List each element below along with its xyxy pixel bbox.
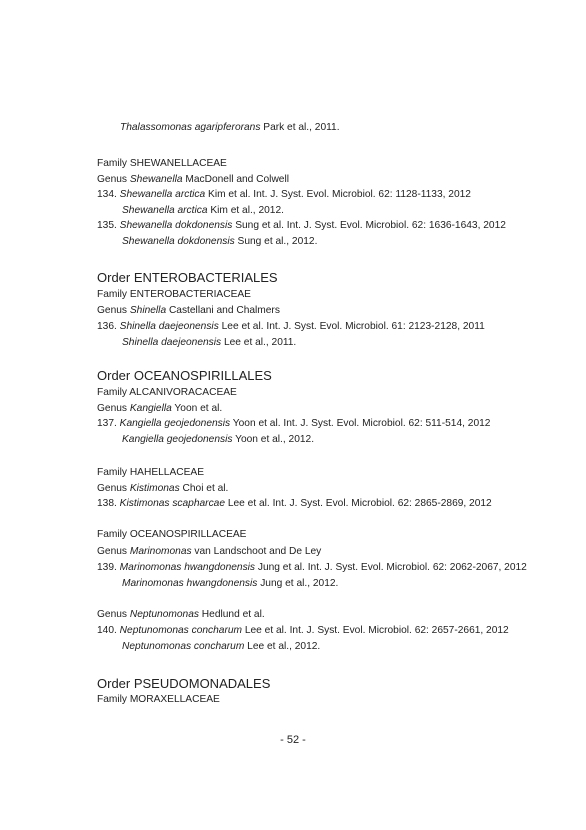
taxon-name: Kangiella geojedonensis bbox=[122, 434, 233, 445]
species-entry bbox=[97, 219, 506, 233]
species-entry bbox=[97, 497, 492, 511]
family-heading bbox=[97, 528, 246, 542]
taxon-name: Shewanella arctica bbox=[119, 189, 206, 200]
species-citation bbox=[122, 577, 338, 591]
text-segment: Yoon et al. bbox=[171, 403, 223, 414]
taxon-name: Kistimonas bbox=[129, 483, 180, 494]
text-segment: 139. bbox=[97, 562, 120, 573]
text-segment: Family MORAXELLACEAE bbox=[97, 694, 220, 705]
text-segment: Castellani and Chalmers bbox=[166, 305, 280, 316]
taxon-name: Neptunomonas bbox=[129, 609, 199, 620]
taxon-name: Shinella bbox=[129, 305, 167, 316]
order-heading bbox=[97, 270, 278, 286]
text-segment: 134. bbox=[97, 189, 120, 200]
text-segment: 140. bbox=[97, 625, 120, 636]
family-heading bbox=[97, 288, 251, 302]
species-entry bbox=[97, 624, 509, 638]
taxon-name: Shewanella dokdonensis bbox=[119, 220, 233, 231]
taxon-name: Kistimonas scapharcae bbox=[119, 498, 225, 509]
text-segment: van Landschoot and De Ley bbox=[191, 546, 322, 557]
genus-heading bbox=[97, 608, 265, 622]
text-segment: Genus bbox=[97, 546, 130, 557]
family-heading bbox=[97, 466, 204, 480]
species-entry bbox=[97, 561, 527, 575]
text-segment: Family SHEWANELLACEAE bbox=[97, 158, 227, 169]
page-number: - 52 - bbox=[280, 734, 306, 746]
text-segment: Genus bbox=[97, 609, 130, 620]
taxon-name: Kangiella geojedonensis bbox=[119, 418, 231, 429]
text-segment: Kim et al. Int. J. Syst. Evol. Microbiol. 62: 1128-1133, 2012 bbox=[205, 189, 471, 200]
text-segment: Lee et al. Int. J. Syst. Evol. Microbiol. 62: 2865-2869, 2012 bbox=[225, 498, 492, 509]
species-entry bbox=[97, 320, 485, 334]
text-segment: Sung et al. Int. J. Syst. Evol. Microbiol. 62: 1636-1643, 2012 bbox=[232, 220, 506, 231]
family-heading bbox=[97, 693, 220, 707]
text-segment: Family OCEANOSPIRILLACEAE bbox=[97, 529, 247, 540]
species-citation bbox=[122, 235, 317, 249]
text-segment: Genus bbox=[97, 174, 130, 185]
taxon-name: Shewanella arctica bbox=[122, 205, 208, 216]
text-segment: Genus bbox=[97, 483, 130, 494]
text-segment: Yoon et al. Int. J. Syst. Evol. Microbiol. 62: 511-514, 2012 bbox=[230, 418, 491, 429]
text-segment: Lee et al., 2011. bbox=[221, 337, 297, 348]
text-segment: Sung et al., 2012. bbox=[234, 236, 318, 247]
text-segment: Choi et al. bbox=[179, 483, 229, 494]
text-segment: Order ENTEROBACTERIALES bbox=[97, 270, 278, 285]
text-segment: Kim et al., 2012. bbox=[207, 205, 284, 216]
taxon-name: Marinomonas hwangdonensis bbox=[122, 578, 258, 589]
text-segment: 138. bbox=[97, 498, 120, 509]
species-citation bbox=[122, 204, 284, 218]
taxon-name: Neptunomonas concharum bbox=[119, 625, 242, 636]
species-citation bbox=[122, 336, 296, 350]
genus-heading bbox=[97, 482, 228, 496]
genus-heading bbox=[97, 545, 321, 559]
taxon-name: Marinomonas bbox=[129, 546, 192, 557]
text-segment: MacDonell and Colwell bbox=[182, 174, 289, 185]
order-heading bbox=[97, 368, 272, 384]
genus-heading bbox=[97, 402, 222, 416]
taxon-name: Shewanella dokdonensis bbox=[122, 236, 235, 247]
text-segment: Lee et al. Int. J. Syst. Evol. Microbiol. 61: 2123-2128, 2011 bbox=[218, 321, 485, 332]
taxon-name: Marinomonas hwangdonensis bbox=[119, 562, 256, 573]
text-segment: Family ENTEROBACTERIACEAE bbox=[97, 289, 251, 300]
taxon-name: Neptunomonas concharum bbox=[122, 641, 245, 652]
text-segment: Lee et al., 2012. bbox=[244, 641, 321, 652]
text-segment: Genus bbox=[97, 305, 130, 316]
species-citation bbox=[120, 121, 340, 135]
text-segment: Order PSEUDOMONADALES bbox=[97, 676, 271, 691]
text-segment: Hedlund et al. bbox=[198, 609, 265, 620]
species-citation bbox=[122, 640, 320, 654]
text-segment: Park et al., 2011. bbox=[260, 122, 340, 133]
taxon-name: Shinella daejeonensis bbox=[119, 321, 219, 332]
taxon-name: Shinella daejeonensis bbox=[122, 337, 222, 348]
text-segment: 136. bbox=[97, 321, 120, 332]
species-citation bbox=[122, 433, 314, 447]
text-segment: Order OCEANOSPIRILLALES bbox=[97, 368, 272, 383]
text-segment: Family ALCANIVORACACEAE bbox=[97, 387, 237, 398]
text-segment: 135. bbox=[97, 220, 120, 231]
taxon-name: Shewanella bbox=[129, 174, 183, 185]
species-entry bbox=[97, 417, 490, 431]
text-segment: Family HAHELLACEAE bbox=[97, 467, 204, 478]
text-segment: 137. bbox=[97, 418, 120, 429]
taxon-name: Kangiella bbox=[129, 403, 172, 414]
text-segment: Yoon et al., 2012. bbox=[232, 434, 315, 445]
species-entry bbox=[97, 188, 471, 202]
genus-heading bbox=[97, 173, 289, 187]
family-heading bbox=[97, 157, 227, 171]
text-segment: Jung et al. Int. J. Syst. Evol. Microbiol. 62: 2062-2067, 2012 bbox=[255, 562, 527, 573]
order-heading bbox=[97, 676, 270, 692]
text-segment: Lee et al. Int. J. Syst. Evol. Microbiol. 62: 2657-2661, 2012 bbox=[242, 625, 509, 636]
genus-heading bbox=[97, 304, 280, 318]
family-heading bbox=[97, 386, 237, 400]
text-segment: Genus bbox=[97, 403, 130, 414]
taxon-name: Thalassomonas agaripferorans bbox=[120, 122, 261, 133]
text-segment: Jung et al., 2012. bbox=[257, 578, 339, 589]
